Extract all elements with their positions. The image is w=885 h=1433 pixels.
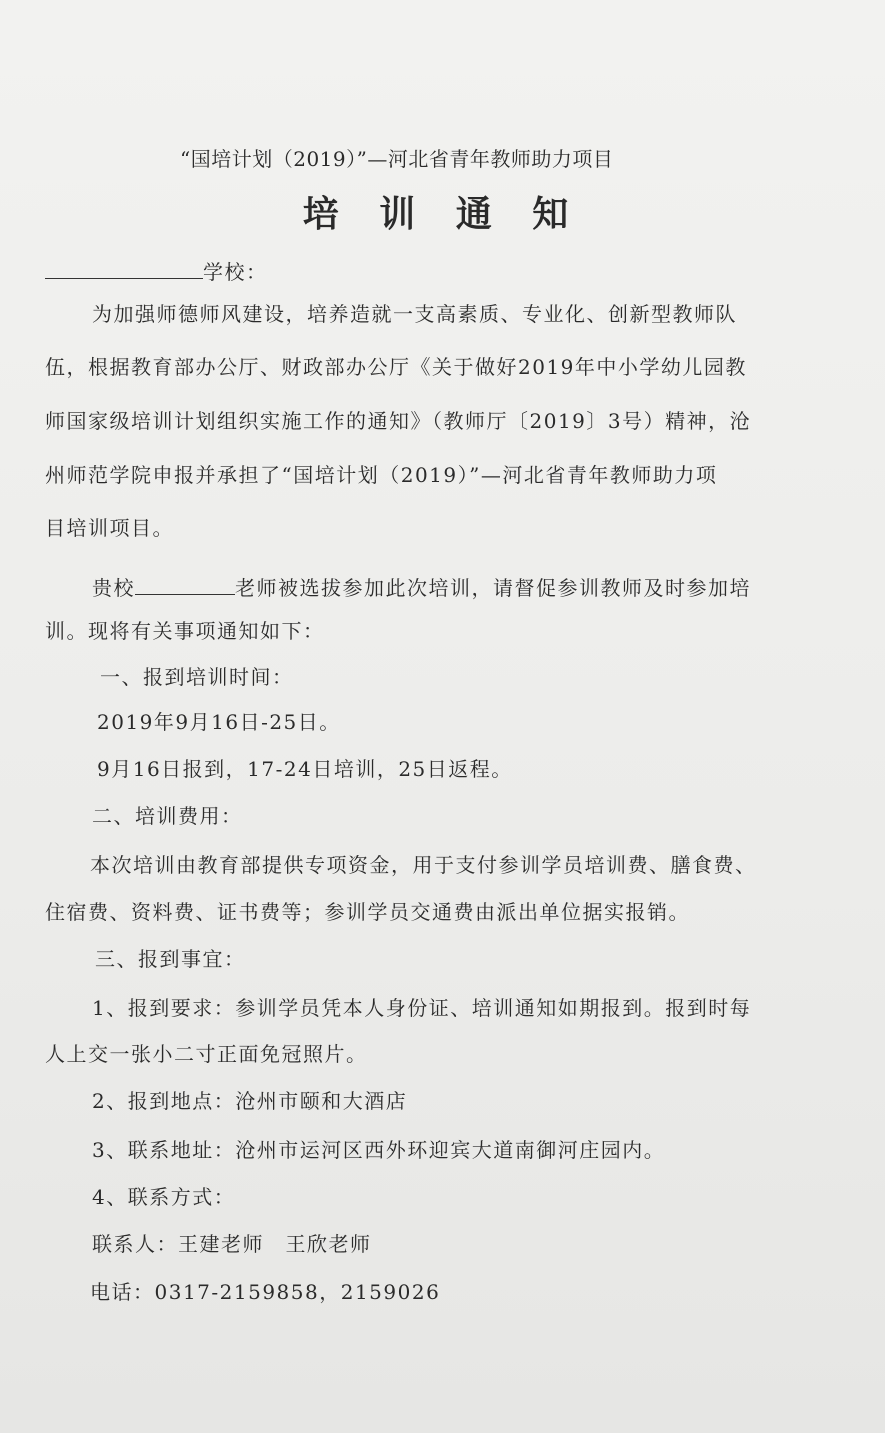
section1-dates: 2019年9月16日-25日。: [97, 710, 341, 734]
school-suffix: 老师被选拔参加此次培训，请督促参训教师及时参加培: [235, 576, 751, 600]
salutation-suffix: 学校：: [203, 260, 268, 284]
section2-line-2: 住宿费、资料费、证书费等；参训学员交通费由派出单位据实报销。: [45, 900, 690, 924]
contact-people: 联系人：王建老师 王欣老师: [92, 1232, 372, 1256]
paragraph-line-2: 伍，根据教育部办公厅、财政部办公厅《关于做好2019年中小学幼儿园教: [45, 355, 747, 379]
paragraph-line-1: 为加强师德师风建设，培养造就一支高素质、专业化、创新型教师队: [92, 302, 737, 326]
paragraph-line-5: 目培训项目。: [45, 516, 174, 540]
notice-title: 培 训 通 知: [302, 193, 583, 235]
item1-line-1: 1、报到要求：参训学员凭本人身份证、培训通知如期报到。报到时每: [92, 996, 752, 1020]
item2-location: 2、报到地点：沧州市颐和大酒店: [92, 1089, 408, 1113]
school-selection-line-2: 训。现将有关事项通知如下：: [45, 619, 325, 643]
section2-line-1: 本次培训由教育部提供专项资金，用于支付参训学员培训费、膳食费、: [90, 853, 757, 877]
section2-heading: 二、培训费用：: [92, 804, 243, 828]
teacher-name-blank: [135, 572, 235, 595]
section1-heading: 一、报到培训时间：: [100, 665, 294, 689]
school-name-blank: [45, 256, 203, 279]
item4-contact-heading: 4、联系方式：: [92, 1185, 236, 1209]
item3-address: 3、联系地址：沧州市运河区西外环迎宾大道南御河庄园内。: [92, 1138, 666, 1162]
item1-line-2: 人上交一张小二寸正面免冠照片。: [45, 1042, 368, 1066]
school-selection-line: [92, 572, 751, 602]
paragraph-line-4: 州师范学院申报并承担了“国培计划（2019）”—河北省青年教师助力项: [45, 463, 718, 487]
section1-schedule: 9月16日报到，17-24日培训，25日返程。: [97, 757, 513, 781]
school-prefix: 贵校: [92, 576, 135, 600]
salutation: [45, 256, 268, 286]
notice-header: “国培计划（2019）”—河北省青年教师助力项目: [180, 147, 614, 171]
paragraph-line-3: 师国家级培训计划组织实施工作的通知》（教师厅〔2019〕3号）精神，沧: [45, 409, 752, 433]
contact-phone: 电话：0317-2159858，2159026: [90, 1280, 441, 1304]
section3-heading: 三、报到事宜：: [95, 947, 246, 971]
